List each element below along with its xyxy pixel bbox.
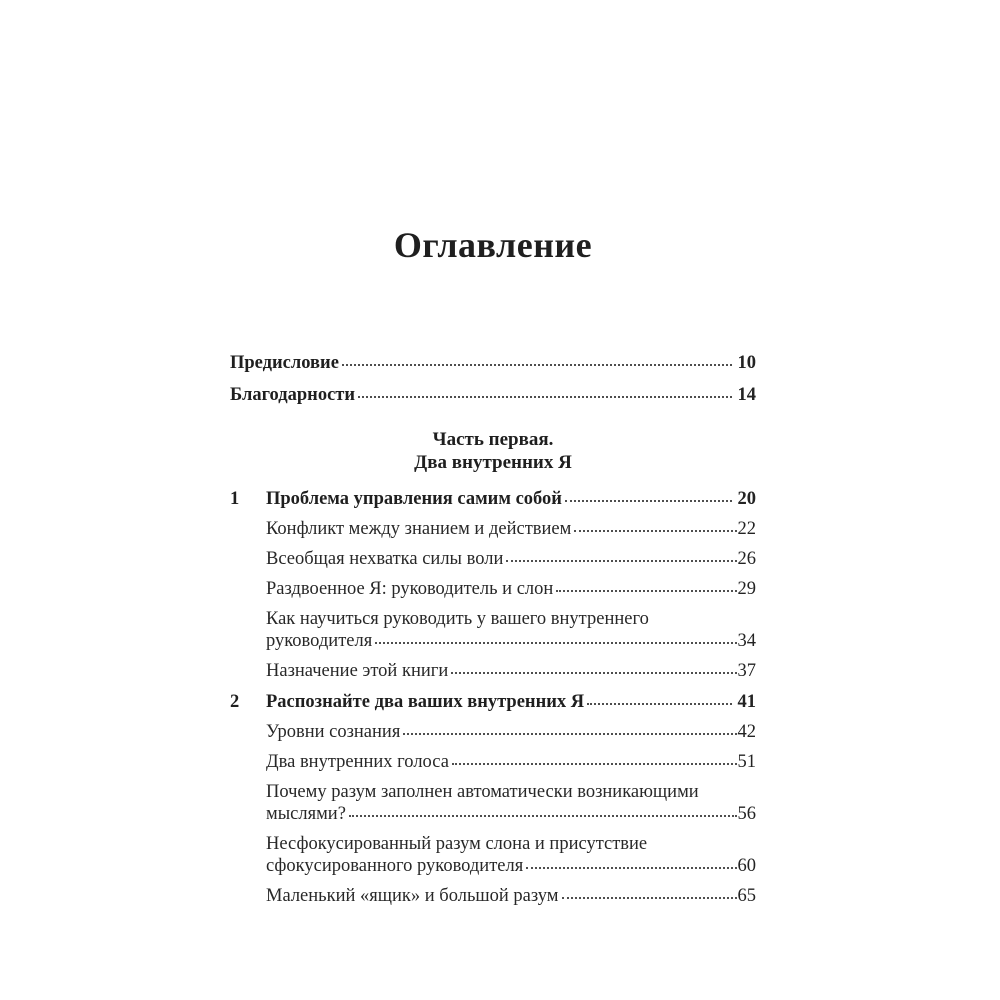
toc-entry-label: мыслями?: [266, 804, 346, 824]
toc-section-entry: [230, 578, 756, 600]
toc-entry-label: Благодарности: [230, 385, 356, 405]
toc-entry: [230, 384, 756, 406]
toc-entry-line: [266, 751, 756, 773]
dot-leader: [526, 867, 736, 869]
toc-section-entry: [230, 781, 756, 825]
toc-entry-page: 60: [737, 856, 756, 876]
dot-leader: [342, 364, 732, 366]
toc-entry-page: 34: [737, 631, 756, 651]
chapter-number: 2: [230, 692, 240, 712]
toc-entry-line: [230, 384, 756, 406]
chapter-number: 1: [230, 489, 240, 509]
toc-entry-label: Распознайте два ваших внутренних Я: [266, 692, 585, 712]
toc-section-entry: [230, 608, 756, 652]
dot-leader: [349, 815, 737, 817]
toc-entry-label: Маленький «ящик» и большой разум: [266, 886, 559, 906]
part-heading-line2: Два внутренних Я: [414, 452, 572, 473]
toc-entry-line: [266, 518, 756, 540]
toc-section-entry: [230, 660, 756, 682]
toc-chapter-entry: [230, 691, 756, 713]
toc-entry-line: [266, 885, 756, 907]
toc-section-entry: [230, 751, 756, 773]
toc-entry-line: [266, 660, 756, 682]
toc-list: [230, 352, 756, 907]
toc-entry-line: [266, 578, 756, 600]
dot-leader: [358, 396, 731, 398]
toc-entry-line: [230, 691, 756, 713]
toc-entry-page: 37: [737, 661, 756, 681]
front-matter-list: [230, 352, 756, 406]
toc-entry-label: Назначение этой книги: [266, 661, 449, 681]
toc-entry-label: руководителя: [266, 631, 373, 651]
part-heading: [230, 428, 756, 474]
toc-entry-line: Почему разум заполнен автоматически возникающими: [266, 782, 699, 802]
toc-entry-page: 10: [737, 353, 756, 373]
toc-section-entry: [230, 518, 756, 540]
dot-leader: [556, 590, 736, 592]
dot-leader: [565, 500, 732, 502]
toc-entry-page: 42: [737, 722, 756, 742]
toc-entry-page: 22: [737, 519, 756, 539]
dot-leader: [451, 672, 736, 674]
toc-entry-label: Всеобщая нехватка силы воли: [266, 549, 504, 569]
toc-entry-page: 14: [737, 385, 756, 405]
toc-chapter-entry: [230, 488, 756, 510]
dot-leader: [403, 733, 736, 735]
toc-entry-page: 51: [737, 752, 756, 772]
toc-entry-line: [266, 630, 756, 652]
toc-entry-label: Проблема управления самим собой: [266, 489, 562, 509]
toc-entry-label: Уровни сознания: [266, 722, 401, 742]
toc-entry-page: 41: [737, 692, 756, 712]
toc-entry-line: [266, 855, 756, 877]
toc-entry-label: Раздвоенное Я: руководитель и слон: [266, 579, 554, 599]
toc-entry-label: Предисловие: [230, 353, 339, 373]
toc-entry-line: [230, 488, 756, 510]
page-title: Оглавление: [393, 225, 593, 265]
toc-entry-page: 56: [737, 804, 756, 824]
toc-entry-line: Несфокусированный разум слона и присутствие: [266, 834, 648, 854]
toc-entry-label: Конфликт между знанием и действием: [266, 519, 572, 539]
toc-entry-page: 65: [737, 886, 756, 906]
toc-section-entry: [230, 548, 756, 570]
toc-section-entry: [230, 721, 756, 743]
dot-leader: [452, 763, 737, 765]
toc-entry-line: [266, 721, 756, 743]
toc-section-entry: [230, 885, 756, 907]
toc-entry-line: [230, 352, 756, 374]
toc-entry-line: [266, 548, 756, 570]
dot-leader: [375, 642, 736, 644]
toc-entry-line: Как научиться руководить у вашего внутреннего: [266, 609, 649, 629]
dot-leader: [587, 703, 731, 705]
toc-section-entry: [230, 833, 756, 877]
part-heading-line1: Часть первая.: [432, 429, 554, 450]
toc-entry-page: 26: [737, 549, 756, 569]
toc-entry-label: сфокусированного руководителя: [266, 856, 524, 876]
toc-entry-page: 29: [737, 579, 756, 599]
toc-entry-label: Два внутренних голоса: [266, 752, 449, 772]
toc-entry-line: [266, 803, 756, 825]
dot-leader: [562, 897, 737, 899]
toc-page: [230, 226, 756, 915]
dot-leader: [574, 530, 736, 532]
toc-entry: [230, 352, 756, 374]
toc-entry-page: 20: [737, 489, 756, 509]
dot-leader: [506, 560, 736, 562]
chapters-list: [230, 488, 756, 907]
